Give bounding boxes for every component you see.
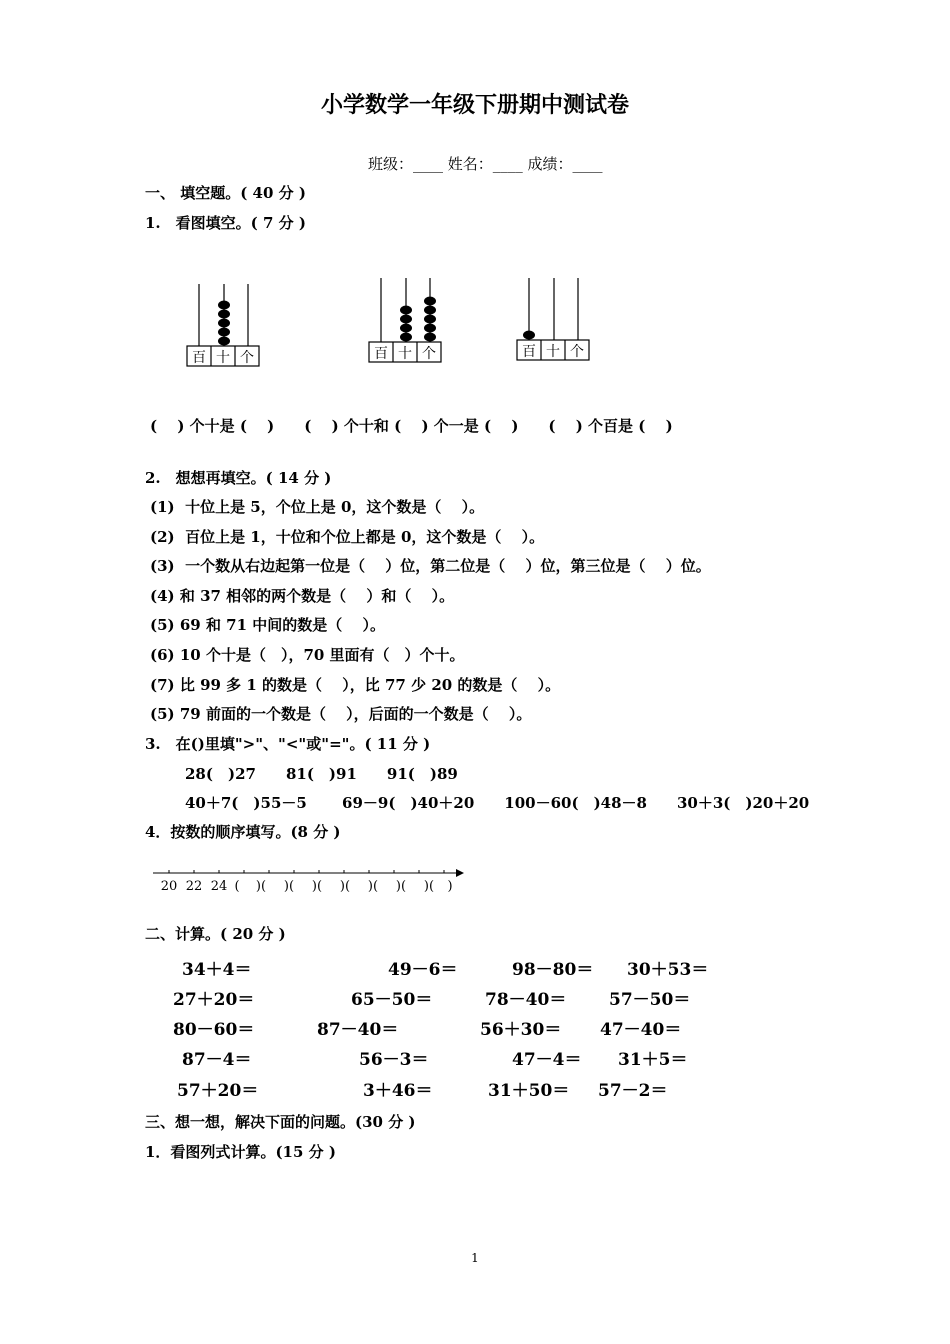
bead (424, 324, 436, 333)
arrow-icon (456, 869, 464, 877)
calc-item: 57－2＝ (598, 1081, 668, 1101)
calc-item: 31＋5＝ (618, 1050, 688, 1070)
calc-item: 30＋53＝ (627, 960, 709, 980)
bead (424, 297, 436, 306)
label-tens: 十 (546, 344, 560, 360)
calc-item: 98－80＝ (512, 960, 594, 980)
section2-heading: 二、计算。( 20 分 ) (145, 925, 286, 943)
q2-item: (5) 79 前面的一个数是（ ），后面的一个数是（ ）。 (150, 705, 532, 723)
blank-paren: )( (339, 879, 351, 894)
label-tens: 十 (398, 346, 412, 362)
q2-heading: 2. 想想再填空。( 14 分 ) (145, 469, 332, 487)
q3-heading: 3. 在()里填">"、"<"或"="。( 11 分 ) (145, 735, 431, 753)
bead (400, 315, 412, 324)
calc-item: 80－60＝ (173, 1020, 255, 1040)
label-tens: 十 (216, 350, 230, 366)
calc-item: 47－4＝ (512, 1050, 582, 1070)
q2-item: (5) 69 和 71 中间的数是（ ）。 (150, 616, 385, 634)
calc-item: 56＋30＝ (480, 1020, 562, 1040)
q2-item: (3) 一个数从右边起第一位是（ ）位，第二位是（ ）位，第三位是（ ）位。 (150, 557, 711, 575)
blank-paren: ( (234, 879, 240, 894)
calc-item: 65－50＝ (351, 990, 433, 1010)
q1-answer-line: ( ) 个十是 ( ) ( ) 个十和 ( ) 个一是 ( ) ( ) 个百是 ( ) (150, 417, 673, 435)
calc-item: 49－6＝ (388, 960, 458, 980)
section1-heading: 一、 填空题。( 40 分 ) (145, 184, 306, 202)
section3-heading: 三、想一想，解决下面的问题。(30 分 ) (145, 1113, 416, 1131)
bead (424, 315, 436, 324)
calc-item: 31＋50＝ (488, 1081, 570, 1101)
label-hundreds: 百 (522, 344, 536, 360)
q2-item: (4) 和 37 相邻的两个数是（ ）和（ ）。 (150, 587, 455, 605)
bead (400, 324, 412, 333)
calc-item: 78－40＝ (485, 990, 567, 1010)
label-ones: 个 (570, 344, 584, 360)
calc-item: 47－40＝ (600, 1020, 682, 1040)
calc-item: 34＋4＝ (182, 960, 252, 980)
bead (424, 333, 436, 342)
bead (218, 319, 230, 328)
q1-heading: 1. 看图填空。( 7 分 ) (145, 214, 306, 232)
q2-item: (2) 百位上是 1，十位和个位上都是 0，这个数是（ ）。 (150, 528, 545, 546)
blank-paren: )( (311, 879, 323, 894)
q4-heading: 4．按数的顺序填写。(8 分 ) (145, 823, 341, 841)
section3-q1-heading: 1．看图列式计算。(15 分 ) (145, 1143, 336, 1161)
tick-label: 22 (185, 879, 203, 894)
blank-paren: ) (447, 879, 453, 894)
bead (523, 331, 535, 340)
label-hundreds: 百 (192, 350, 206, 366)
q2-item: (6) 10 个十是（ ），70 里面有（ ）个十。 (150, 646, 465, 664)
q3-row-1: 28( )27 81( )91 91( )89 (185, 765, 458, 783)
bead (218, 310, 230, 319)
bead (424, 306, 436, 315)
blank-paren: )( (283, 879, 295, 894)
label-ones: 个 (240, 350, 254, 366)
page-title: 小学数学一年级下册期中测试卷 (320, 92, 629, 118)
number-line (150, 862, 470, 898)
label-ones: 个 (422, 346, 436, 362)
tick-label: 20 (160, 879, 178, 894)
q2-item: (7) 比 99 多 1 的数是（ ），比 77 少 20 的数是（ ）。 (150, 676, 561, 694)
calc-item: 57＋20＝ (177, 1081, 259, 1101)
calc-item: 87－40＝ (317, 1020, 399, 1040)
abacus-1 (185, 282, 265, 370)
calc-item: 3＋46＝ (363, 1081, 433, 1101)
calc-item: 57－50＝ (609, 990, 691, 1010)
class-name-score-line: 班级：____ 姓名：____ 成绩：____ (368, 155, 603, 173)
calc-item: 56－3＝ (359, 1050, 429, 1070)
bead (218, 301, 230, 310)
bead (218, 328, 230, 337)
bead (400, 306, 412, 315)
label-hundreds: 百 (374, 346, 388, 362)
calc-item: 27＋20＝ (173, 990, 255, 1010)
abacus-2 (368, 276, 448, 366)
q3-row-2: 40＋7( )55－5 69－9( )40＋20 100－60( )48－8 30＋3( )20＋20 (185, 794, 810, 812)
blank-paren: )( (367, 879, 379, 894)
bead (218, 337, 230, 346)
blank-paren: )( (255, 879, 267, 894)
bead (400, 333, 412, 342)
blank-paren: )( (423, 879, 435, 894)
q2-item: (1) 十位上是 5，个位上是 0，这个数是（ ）。 (150, 498, 485, 516)
abacus-3 (516, 276, 596, 364)
calc-item: 87－4＝ (182, 1050, 252, 1070)
tick-label: 24 (210, 879, 228, 894)
blank-paren: )( (395, 879, 407, 894)
page-number: 1 (471, 1251, 479, 1265)
